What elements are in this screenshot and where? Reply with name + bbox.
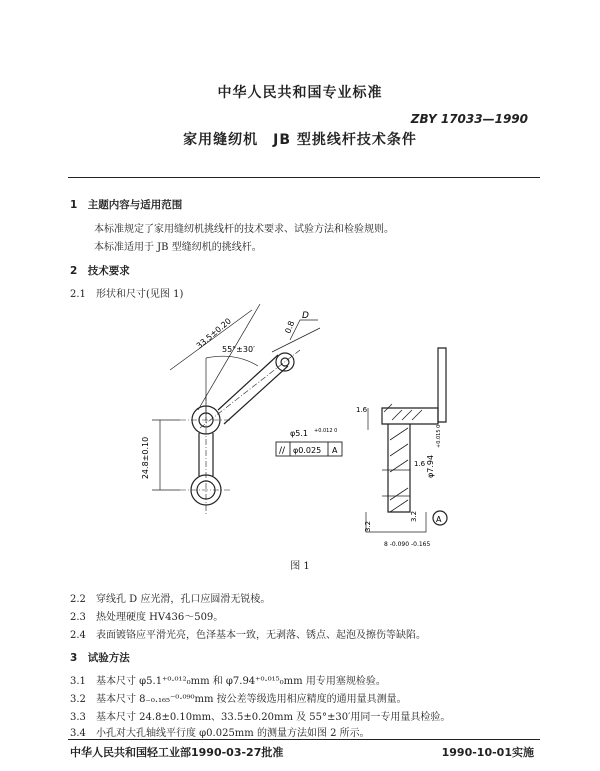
footer-effective-date: 1990-10-01实施 [441,746,534,759]
label-D: D [302,311,309,321]
tol-value: φ0.025 [293,446,322,455]
item-3-4: 3.4 小孔对大孔轴线平行度 φ0.025mm 的测量方法如图 2 所示。 [70,728,370,739]
tol-symbol: // [279,446,286,456]
roughness-3: 3.2 [364,520,372,532]
header-rule [68,177,540,178]
item-3-3: 3.3 基本尺寸 24.8±0.10mm、33.5±0.20mm 及 55°±30′用同一专用量具检验。 [70,712,451,723]
roughness-4: 3.2 [410,510,418,522]
dim-height-label: 24.8±0.10 [141,436,150,480]
side-pin [438,348,446,422]
section-1-paragraph-1: 本标准规定了家用缝纫机挑线杆的技术要求、试验方法和检验规则。 [94,224,394,235]
standard-header-title: 中华人民共和国专业标准 [217,85,383,101]
figure-1-drawing [140,300,470,550]
item-2-2: 2.2 穿线孔 D 应光滑，孔口应圆滑无锐棱。 [70,594,271,605]
datum-A-label: A [436,515,442,524]
section-1-heading: 1 主题内容与适用范围 [70,199,183,211]
document-title: 家用缝纫机 JB 型挑线杆技术条件 [183,132,417,148]
tol-datum: A [332,446,338,455]
item-2-3: 2.3 热处理硬度 HV436～509。 [70,612,224,623]
item-2-1: 2.1 形状和尺寸(见图 1) [70,289,184,300]
dim-diam-tol: +0.012 0 [314,428,338,434]
dim-hole-label: 0.8 [283,319,297,335]
section-1-paragraph-2: 本标准适用于 JB 型缝纫机的挑线杆。 [94,242,262,253]
item-2-4: 2.4 表面镀铬应平滑光亮，色泽基本一致，无剥落、锈点、起泡及擦伤等缺陷。 [70,630,426,641]
section-2-heading: 2 技术要求 [70,265,130,277]
arm [218,355,288,424]
side-head [382,408,438,424]
standard-number: ZBY 17033—1990 [410,112,528,126]
dim-thick-label: 8 -0.090 -0.165 [384,541,431,548]
item-3-1: 3.1 基本尺寸 φ5.1⁺⁰·⁰¹²₀mm 和 φ7.94⁺⁰·⁰¹⁵₀mm 用专用塞规检验。 [70,676,386,687]
dim-right-diam-label: φ7.94 [426,454,435,478]
dim-diam-label: φ5.1 [290,429,308,438]
section-3-heading: 3 试验方法 [70,652,130,664]
dim-angle-label: 55°±30′ [222,345,255,354]
footer-approval: 中华人民共和国轻工业部1990-03-27批准 [70,746,284,759]
figure-1-caption: 图 1 [290,561,310,572]
dim-length-label: 33.5±0.20 [194,316,233,351]
dim-right-diam-tol: +0.015 0 [436,424,442,448]
item-3-2: 3.2 基本尺寸 8₋₀.₁₆₅⁻⁰·⁰⁹⁰mm 按公差等级选用相应精度的通用量具测量。 [70,694,407,705]
roughness-2: 1.6 [414,460,426,468]
footer-rule [68,739,540,740]
roughness-1: 1.6 [356,406,368,414]
